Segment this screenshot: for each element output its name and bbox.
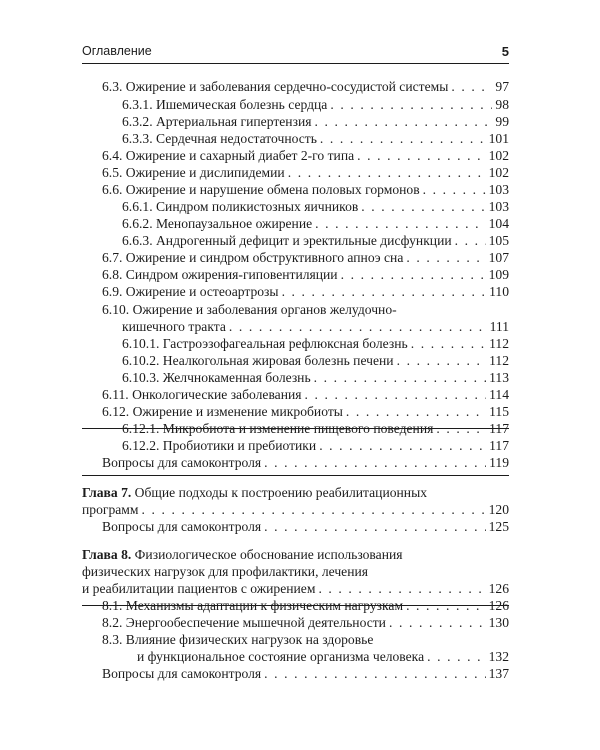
toc-entry-label: 6.4. Ожирение и сахарный диабет 2-го типа bbox=[102, 148, 355, 163]
toc-entry-page: 101 bbox=[488, 131, 509, 146]
toc-entry-label: 8.2. Энергообеспечение мышечной деятельности bbox=[102, 615, 386, 630]
toc-entry[interactable] bbox=[137, 649, 509, 664]
toc-entry-page: 102 bbox=[488, 165, 509, 180]
toc-entry-page: 130 bbox=[488, 615, 509, 630]
toc-leader-dots bbox=[357, 148, 485, 163]
chapter-number: Глава 8. bbox=[82, 547, 132, 562]
toc-entry-page: 117 bbox=[489, 438, 509, 453]
toc-entry[interactable] bbox=[122, 319, 509, 334]
toc-entry[interactable] bbox=[122, 199, 509, 214]
toc-entry-label: 8.3. Влияние физических нагрузок на здоровье bbox=[102, 632, 374, 647]
toc-leader-dots bbox=[282, 284, 487, 299]
toc-leader-dots bbox=[315, 216, 485, 231]
toc-entry-label: и функциональное состояние организма человека bbox=[137, 649, 425, 664]
toc-leader-dots bbox=[314, 114, 492, 129]
toc-entry-label: 6.7. Ожирение и синдром обструктивного апноэ сна bbox=[102, 250, 404, 265]
toc-entry-label: кишечного тракта bbox=[122, 319, 226, 334]
toc-entry-page: 125 bbox=[488, 519, 509, 534]
toc-entry-page: 113 bbox=[489, 370, 509, 385]
toc-entry-page: 104 bbox=[488, 216, 509, 231]
toc-entry-label: Вопросы для самоконтроля bbox=[102, 519, 262, 534]
toc-entry-label: 6.5. Ожирение и дислипидемии bbox=[102, 165, 285, 180]
toc-entry-label: 6.10.3. Желчнокаменная болезнь bbox=[122, 370, 311, 385]
running-header bbox=[82, 44, 509, 60]
toc-entry[interactable] bbox=[82, 581, 509, 596]
toc-leader-dots bbox=[288, 165, 486, 180]
toc-entry-label: 6.3.2. Артериальная гипертензия bbox=[122, 114, 312, 129]
chapter-heading[interactable] bbox=[82, 547, 509, 562]
toc-entry-label: 6.11. Онкологические заболевания bbox=[102, 387, 302, 402]
toc-entry[interactable] bbox=[102, 165, 509, 180]
toc-entry-page: 112 bbox=[489, 353, 509, 368]
toc-entry-label: 6.12.1. Микробиота и изменение пищевого поведения bbox=[122, 421, 434, 436]
chapter-heading-spacer bbox=[82, 609, 509, 624]
toc-leader-dots bbox=[330, 97, 492, 112]
toc-entry-label: 8.1. Механизмы адаптации к физическим нагрузкам bbox=[102, 598, 404, 613]
toc-entry-label: 6.10. Ожирение и заболевания органов желудочно- bbox=[102, 302, 397, 317]
toc-leader-dots bbox=[427, 649, 486, 664]
toc-entry-page: 119 bbox=[489, 455, 509, 470]
toc-leader-dots bbox=[320, 131, 486, 146]
chapter-title: Физиологическое обоснование использования bbox=[131, 547, 403, 562]
chapter-title: Общие подходы к построению реабилитационных bbox=[131, 485, 428, 500]
toc-entry[interactable] bbox=[102, 455, 509, 470]
toc-entry-line[interactable] bbox=[82, 564, 509, 579]
toc-entry-page: 103 bbox=[488, 199, 509, 214]
header-rule bbox=[82, 63, 509, 64]
toc-entry-page: 98 bbox=[495, 97, 509, 112]
toc-entry[interactable] bbox=[102, 666, 509, 681]
toc-leader-dots bbox=[406, 250, 485, 265]
toc-entry-label: 6.12.2. Пробиотики и пребиотики bbox=[122, 438, 317, 453]
toc-entry-page: 111 bbox=[489, 319, 509, 334]
toc-entry-label: 6.10.2. Неалкогольная жировая болезнь печени bbox=[122, 353, 394, 368]
toc-entry[interactable] bbox=[102, 267, 509, 282]
toc-entry[interactable] bbox=[122, 370, 509, 385]
toc-leader-dots bbox=[319, 438, 486, 453]
toc-entry-label: 6.6.3. Андрогенный дефицит и эректильные дисфункции bbox=[122, 233, 452, 248]
toc-leader-dots bbox=[229, 319, 487, 334]
toc-leader-dots bbox=[451, 79, 492, 94]
chapter-number: Глава 7. bbox=[82, 485, 132, 500]
toc-entry-label: 6.6.2. Менопаузальное ожирение bbox=[122, 216, 313, 231]
toc-entry[interactable] bbox=[102, 387, 509, 402]
toc-entry[interactable] bbox=[122, 97, 509, 112]
toc-entry-page: 126 bbox=[488, 598, 509, 613]
toc-entry-label: 6.6. Ожирение и нарушение обмена половых гормонов bbox=[102, 182, 420, 197]
toc-entry-page: 107 bbox=[488, 250, 509, 265]
chapter-heading[interactable] bbox=[82, 485, 509, 500]
toc-entry[interactable] bbox=[122, 233, 509, 248]
toc-leader-dots bbox=[264, 455, 486, 470]
toc-entry-page: 97 bbox=[495, 79, 509, 94]
toc-entry[interactable] bbox=[102, 250, 509, 265]
toc-entry[interactable] bbox=[102, 404, 509, 419]
toc-entry-page: 99 bbox=[495, 114, 509, 129]
toc-entry[interactable] bbox=[102, 182, 509, 197]
toc-entry-label: и реабилитации пациентов с ожирением bbox=[82, 581, 316, 596]
toc-entry-line[interactable] bbox=[102, 632, 509, 647]
toc-leader-dots bbox=[397, 353, 487, 368]
toc-leader-dots bbox=[436, 421, 486, 436]
toc-entry-label: 6.10.1. Гастроэзофагеальная рефлюксная болезнь bbox=[122, 336, 408, 351]
toc-leader-dots bbox=[264, 519, 485, 534]
toc-entry[interactable] bbox=[122, 114, 509, 129]
toc-entry-label: 6.6.1. Синдром поликистозных яичников bbox=[122, 199, 359, 214]
toc-entry-page: 120 bbox=[488, 502, 509, 517]
toc-entry-label: 6.12. Ожирение и изменение микробиоты bbox=[102, 404, 343, 419]
toc-entry[interactable] bbox=[122, 438, 509, 453]
toc-entry-label: 6.9. Ожирение и остеоартрозы bbox=[102, 284, 279, 299]
toc-entry-label: программ bbox=[82, 502, 139, 517]
toc-entry-page: 132 bbox=[488, 649, 509, 664]
toc-entry-page: 110 bbox=[489, 284, 509, 299]
toc-entry[interactable] bbox=[102, 284, 509, 299]
toc-leader-dots bbox=[361, 199, 485, 214]
toc-entry[interactable] bbox=[82, 502, 509, 517]
toc-entry-page: 126 bbox=[488, 581, 509, 596]
toc-leader-dots bbox=[411, 336, 486, 351]
toc-leader-dots bbox=[346, 404, 486, 419]
toc-leader-dots bbox=[341, 267, 486, 282]
toc-entry-page: 102 bbox=[488, 148, 509, 163]
toc-entry-page: 109 bbox=[488, 267, 509, 282]
toc-entry[interactable] bbox=[122, 131, 509, 146]
toc-leader-dots bbox=[314, 370, 486, 385]
toc-entry-page: 112 bbox=[489, 336, 509, 351]
toc-entry-label: 6.3.3. Сердечная недостаточность bbox=[122, 131, 317, 146]
toc-entry[interactable] bbox=[122, 353, 509, 368]
toc-entry[interactable] bbox=[122, 421, 509, 436]
toc-entry-page: 115 bbox=[489, 404, 509, 419]
header-title: Оглавление bbox=[82, 44, 152, 58]
toc-entry-page: 137 bbox=[488, 666, 509, 681]
toc-entry[interactable] bbox=[102, 519, 509, 534]
toc-entry-line[interactable] bbox=[102, 302, 509, 317]
toc-entry[interactable] bbox=[122, 336, 509, 351]
toc-entry-page: 117 bbox=[489, 421, 509, 436]
toc-entry-label: физических нагрузок для профилактики, лечения bbox=[82, 564, 369, 579]
header-page-number: 5 bbox=[501, 44, 509, 59]
toc-entry-label: 6.8. Синдром ожирения-гиповентиляции bbox=[102, 267, 338, 282]
toc-entry-page: 105 bbox=[488, 233, 509, 248]
toc-entry-label: Вопросы для самоконтроля bbox=[102, 455, 262, 470]
toc-leader-dots bbox=[455, 233, 486, 248]
toc-leader-dots bbox=[305, 387, 487, 402]
toc-entry-label: 6.3. Ожирение и заболевания сердечно-сосудистой системы bbox=[102, 79, 449, 94]
toc-entry[interactable] bbox=[122, 216, 509, 231]
toc-entry-label: 6.3.1. Ишемическая болезнь сердца bbox=[122, 97, 328, 112]
toc-leader-dots bbox=[264, 666, 485, 681]
toc-leader-dots bbox=[141, 502, 485, 517]
toc-leader-dots bbox=[423, 182, 486, 197]
toc-entry[interactable] bbox=[102, 79, 509, 94]
toc-entry-page: 114 bbox=[489, 387, 509, 402]
toc-entry-page: 103 bbox=[488, 182, 509, 197]
toc-leader-dots bbox=[318, 581, 485, 596]
toc-entry-label: Вопросы для самоконтроля bbox=[102, 666, 262, 681]
toc-entry[interactable] bbox=[102, 148, 509, 163]
chapter-divider bbox=[82, 475, 509, 476]
